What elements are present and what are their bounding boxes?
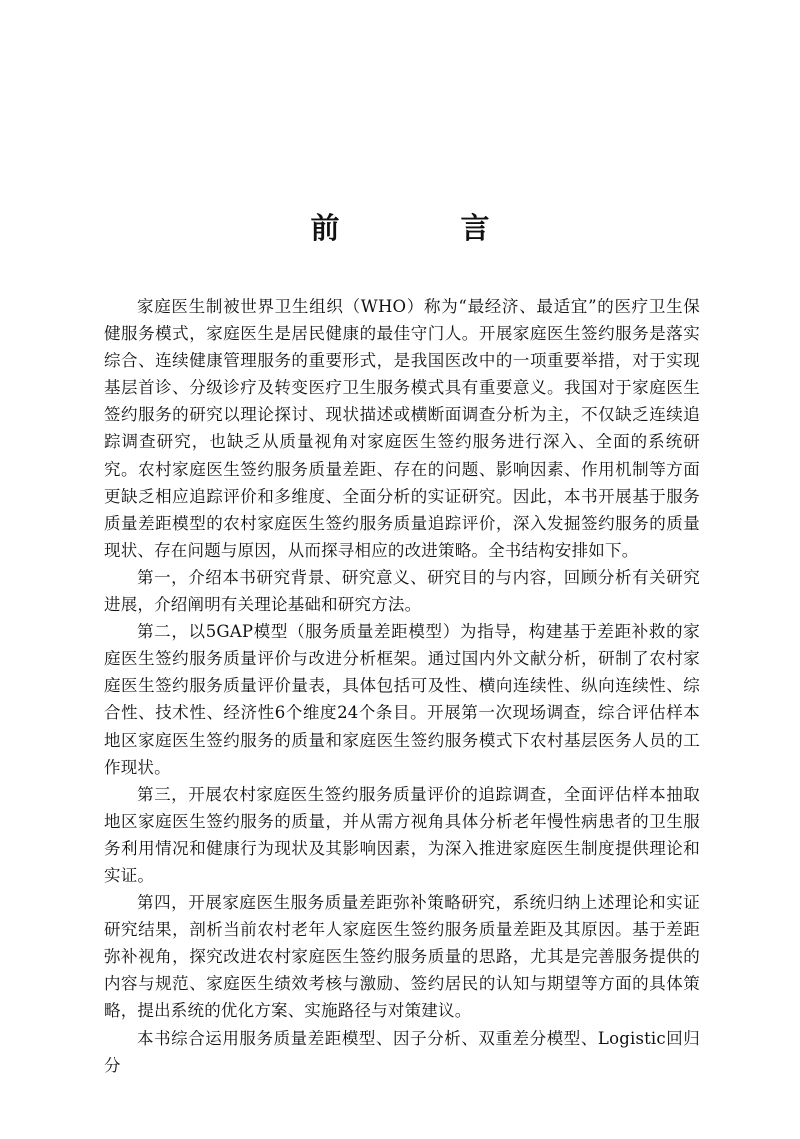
preface-body bbox=[104, 293, 700, 1079]
paragraph-intro: 家庭医生制被世界卫生组织（WHO）称为“最经济、最适宜”的医疗卫生保健服务模式，家庭医生是居民健康的最佳守门人。开展家庭医生签约服务是落实综合、连续健康管理服务的重要形式，是我国医改中的一项重要举措，对于实现基层首诊、分级诊疗及转变医疗卫生服务模式具有重要意义。我国对于家庭医生签约服务的研究以理论探讨、现状描述或横断面调查分析为主，不仅缺乏连续追踪调查研究，也缺乏从质量视角对家庭医生签约服务进行深入、全面的系统研究。农村家庭医生签约服务质量差距、存在的问题、影响因素、作用机制等方面更缺乏相应追踪评价和多维度、全面分析的实证研究。因此，本书开展基于服务质量差距模型的农村家庭医生签约服务质量追踪评价，深入发掘签约服务的质量现状、存在问题与原因，从而探寻相应的改进策略。全书结构安排如下。 bbox=[104, 297, 700, 560]
paragraph-methods: 本书综合运用服务质量差距模型、因子分析、双重差分模型、Logistic回归分 bbox=[104, 1028, 700, 1075]
paragraph-second: 第二，以5GAP模型（服务质量差距模型）为指导，构建基于差距补救的家庭医生签约服务质量评价与改进分析框架。通过国内外文献分析，研制了农村家庭医生签约服务质量评价量表，具体包括可及性、横向连续性、纵向连续性、综合性、技术性、经济性6个维度24个条目。开展第一次现场调查，综合评估样本地区家庭医生签约服务的质量和家庭医生签约服务模式下农村基层医务人员的工作现状。 bbox=[104, 622, 700, 777]
paragraph-first: 第一，介绍本书研究背景、研究意义、研究目的与内容，回顾分析有关研究进展，介绍阐明有关理论基础和研究方法。 bbox=[104, 567, 700, 615]
page-title: 前 言 bbox=[310, 211, 536, 245]
paragraph-fourth: 第四，开展家庭医生服务质量差距弥补策略研究，系统归纳上述理论和实证研究结果，剖析当前农村老年人家庭医生签约服务质量差距及其原因。基于差距弥补视角，探究改进农村家庭医生签约服务质量的思路，尤其是完善服务提供的内容与规范、家庭医生绩效考核与激励、签约居民的认知与期望等方面的具体策略，提出系统的优化方案、实施路径与对策建议。 bbox=[104, 893, 700, 1021]
paragraph-third: 第三，开展农村家庭医生签约服务质量评价的追踪调查，全面评估样本抽取地区家庭医生签约服务的质量，并从需方视角具体分析老年慢性病患者的卫生服务利用情况和健康行为现状及其影响因素，为深入推进家庭医生制度提供理论和实证。 bbox=[104, 784, 700, 885]
